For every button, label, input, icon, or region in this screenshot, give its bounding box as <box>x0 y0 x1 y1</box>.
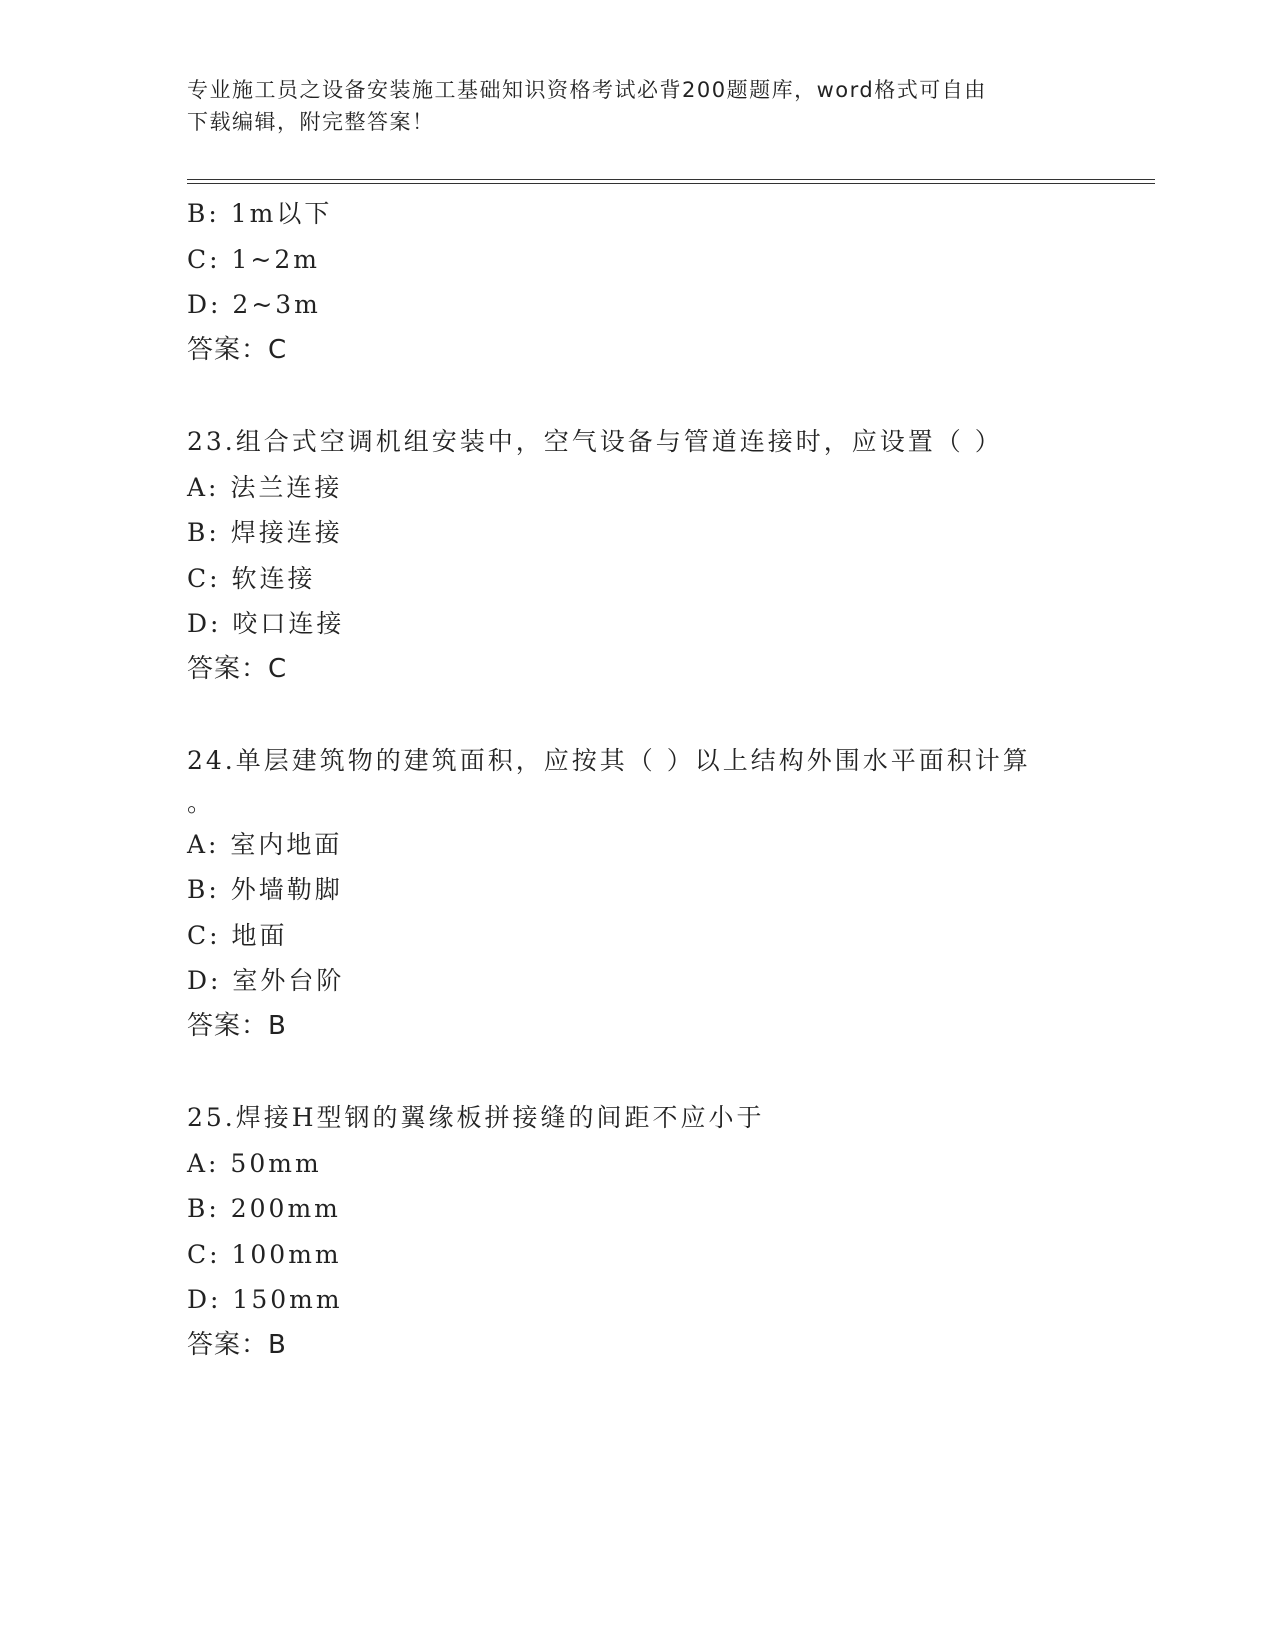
header-line-1: 专业施工员之设备安装施工基础知识资格考试必背200题题库，word格式可自由 <box>187 78 987 102</box>
header-line-2: 下载编辑，附完整答案！ <box>187 110 435 134</box>
question-22-continued <box>187 191 1087 373</box>
answer: 答案：C <box>187 653 288 684</box>
question-stem: 23.组合式空调机组安装中，空气设备与管道连接时，应设置（ ） <box>187 427 1003 456</box>
option-d: D: 室外台阶 <box>187 966 345 995</box>
option-c: C: 地面 <box>187 920 288 950</box>
document-header <box>187 74 1087 138</box>
option-c: C: 软连接 <box>187 563 316 593</box>
answer: 答案：B <box>187 1329 287 1360</box>
option-d: D: 150mm <box>187 1285 343 1314</box>
question-stem: 24.单层建筑物的建筑面积，应按其（ ）以上结构外围水平面积计算 <box>187 746 1031 775</box>
question-list <box>187 191 1087 1368</box>
header-divider-bottom <box>187 183 1155 184</box>
option-d: D: 咬口连接 <box>187 609 345 638</box>
option-c: C: 100mm <box>187 1239 342 1269</box>
option-a: A: 法兰连接 <box>187 472 343 502</box>
answer: 答案：C <box>187 334 288 365</box>
question-stem-continued: 。 <box>187 787 216 817</box>
answer: 答案：B <box>187 1010 287 1041</box>
question-24 <box>187 738 1087 1049</box>
header-divider-top <box>187 179 1155 180</box>
option-c: C: 1~2m <box>187 244 320 274</box>
question-25 <box>187 1095 1087 1368</box>
option-b: B: 1m以下 <box>187 199 333 228</box>
option-b: B: 外墙勒脚 <box>187 875 343 904</box>
option-b: B: 200mm <box>187 1194 341 1223</box>
option-a: A: 50mm <box>187 1148 322 1178</box>
option-d: D: 2~3m <box>187 290 321 319</box>
question-stem: 25.焊接H型钢的翼缘板拼接缝的间距不应小于 <box>187 1103 765 1132</box>
option-b: B: 焊接连接 <box>187 518 343 547</box>
question-23 <box>187 419 1087 692</box>
option-a: A: 室内地面 <box>187 829 343 859</box>
